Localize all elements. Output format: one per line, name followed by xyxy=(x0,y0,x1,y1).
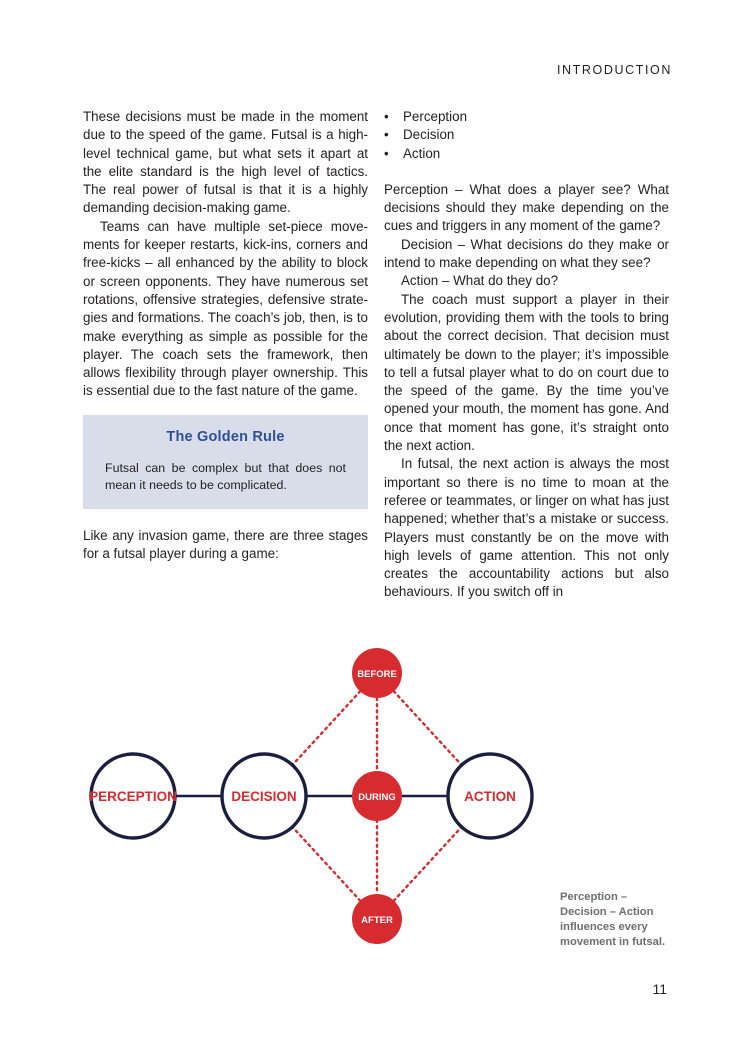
caption-line: influences every xyxy=(560,921,648,933)
node-during xyxy=(352,771,402,821)
body-paragraph: Teams can have multiple set-piece movements for keeper restarts, kick-ins, corners and free-kicks – all enhanced by the ability to block or screen opponents. They have numerous set rotations, offensive strategies, defensive strategies and formations. The coach’s job, then, is to make everything as simple as possible for the player. The coach sets the framework, then allows flexibility through player ownership. This is essential due to the fast nature of the game. xyxy=(83,218,368,399)
golden-rule-text: Futsal can be complex but that does not mean it needs to be complicated. xyxy=(105,461,346,493)
node-perception-label: PERCEPTION xyxy=(89,789,177,804)
stage-list xyxy=(384,108,669,163)
body-paragraph: Action – What do they do? xyxy=(401,273,559,289)
body-paragraph: The coach must support a player in their evolution, providing them with the tools to bring about the correct decision. That decision must ultimately be down to the player; it’s impossible to tell a futsal player what to do on court due to the speed of the game. By the time you’ve opened your mouth, the moment has gone. And once that moment has gone, it’s straight onto the next action. xyxy=(384,291,669,454)
node-before-label: BEFORE xyxy=(357,669,397,680)
golden-rule-box xyxy=(83,415,368,509)
body-paragraph: In futsal, the next action is always the most important so there is no time to moan at the referee or teammates, or linger on what has just happened; whether that’s a mistake or success. Players must constantly be on the move with high levels of game attention. This not only creates the accountability actions but also behaviours. If you switch off in xyxy=(384,456,669,600)
left-column xyxy=(83,108,368,564)
golden-rule-title: The Golden Rule xyxy=(166,428,285,445)
list-item xyxy=(384,108,669,126)
bullet-icon: • xyxy=(384,109,389,124)
caption-line: Perception – xyxy=(560,891,628,903)
node-decision-label: DECISION xyxy=(231,789,297,804)
list-item-label: Perception xyxy=(403,109,468,124)
node-before xyxy=(352,648,402,698)
node-action xyxy=(448,754,532,838)
caption-line: movement in futsal. xyxy=(560,936,666,948)
diagram-caption xyxy=(560,890,680,950)
bullet-icon: • xyxy=(384,127,389,143)
list-item xyxy=(384,126,669,144)
caption-line: Decision – Action xyxy=(560,906,654,918)
list-item-label: Decision xyxy=(403,127,455,143)
page-number: 11 xyxy=(652,981,667,997)
running-head: INTRODUCTION xyxy=(556,63,672,77)
body-paragraph: Perception – What does a player see? What decisions should they make depending on the cues and triggers in any moment of the game? xyxy=(384,181,669,234)
node-after xyxy=(352,894,402,944)
node-after-label: AFTER xyxy=(361,915,393,926)
list-item-label: Action xyxy=(403,145,441,161)
node-decision xyxy=(222,754,306,838)
node-action-label: ACTION xyxy=(464,789,516,804)
bullet-icon: • xyxy=(384,145,389,161)
body-paragraph: Decision – What decisions do they make or intend to make depending on what they see? xyxy=(384,236,669,271)
list-item xyxy=(384,145,669,163)
body-paragraph: These decisions must be made in the moment due to the speed of the game. Futsal is a high-level technical game, but what sets it apart at the elite standard is the high level of tactics. The real power of futsal is that it is a highly demanding decision-making game. xyxy=(83,109,368,216)
right-column xyxy=(384,108,669,602)
body-paragraph: Like any invasion game, there are three stages for a futsal player during a game: xyxy=(83,528,368,562)
node-during-label: DURING xyxy=(358,792,396,803)
node-perception xyxy=(89,754,177,838)
